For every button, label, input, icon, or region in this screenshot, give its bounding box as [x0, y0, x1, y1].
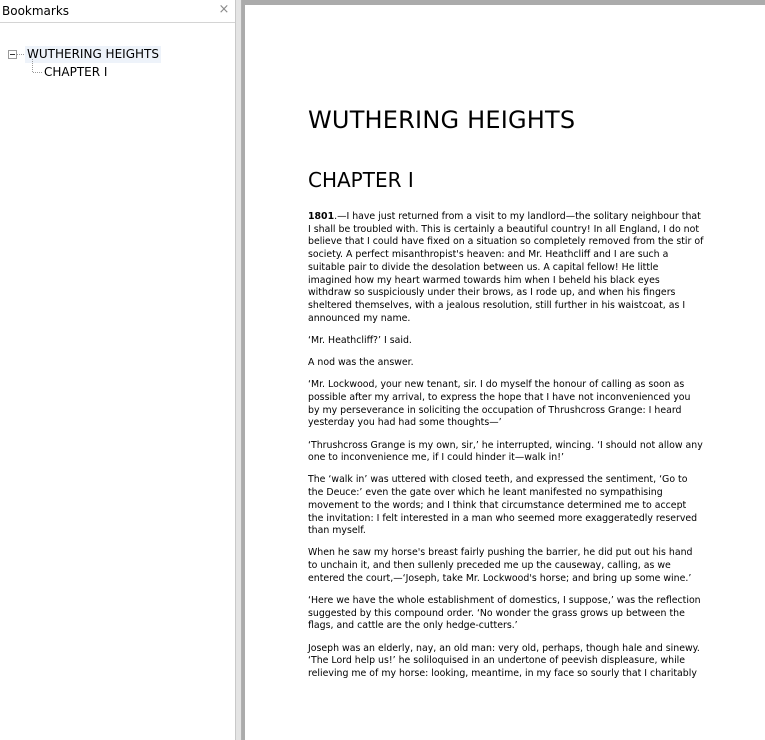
bookmark-label: CHAPTER I	[44, 65, 108, 79]
bookmarks-panel-title: Bookmarks	[2, 4, 70, 18]
paragraph	[308, 440, 704, 465]
collapse-minus-icon[interactable]	[8, 50, 17, 59]
paragraph	[308, 643, 704, 681]
paragraph-text: ‘Thrushcross Grange is my own, sir,’ he interrupted, wincing. ‘I should not allow any one to inconvenience me, if I could hinder it—walk in!’	[308, 439, 703, 464]
bookmarks-panel-header	[0, 0, 235, 23]
paragraph	[308, 357, 704, 370]
paragraph	[308, 211, 704, 325]
paragraph	[308, 547, 704, 585]
paragraph-text: A nod was the answer.	[308, 357, 414, 369]
paragraph-text: Joseph was an elderly, nay, an old man: very old, perhaps, though hale and sinewy. ‘The Lord help us!’ he soliloquised in an undertone of peevish displeasure, while relieving me of my horse: looking, meantime, in my face so sourly that I charitably	[308, 642, 700, 680]
paragraph-text: ‘Here we have the whole establishment of domestics, I suppose,’ was the reflection suggested by this compound order. ‘No wonder the grass grows up between the flags, and cattle are the only hedge-cutters.’	[308, 595, 701, 632]
paragraph-lead: 1801	[308, 211, 335, 222]
paragraph-text: When he saw my horse's breast fairly pushing the barrier, he did put out his hand to unchain it, and then sullenly preceded me up the causeway, calling, as we entered the court,—‘Joseph, take Mr. Lockwood's horse; and bring up some wine.’	[308, 547, 693, 584]
paragraph-text: .—I have just returned from a visit to my landlord—the solitary neighbour that I shall be troubled with. This is certainly a beautiful country! In all England, I do not believe that I could have fixed on a situation so completely removed from the stir of society. A perfect misanthropist's heaven: and Mr. Heathcliff and I are such a suitable pair to divide the desolation between us. A capital fellow! He little imagined how my heart warmed towards him when I beheld his black eyes withdraw so suspiciously under their brows, as I rode up, and when his fingers sheltered themselves, with a jealous resolution, still further in his waistcoat, as I announced my name.	[308, 211, 704, 324]
bookmark-label: WUTHERING HEIGHTS	[27, 47, 159, 61]
paragraph-text: ‘Mr. Heathcliff?’ I said.	[308, 334, 412, 346]
book-title: WUTHERING HEIGHTS	[308, 106, 576, 134]
tree-connector	[33, 72, 42, 73]
bookmarks-panel	[0, 0, 236, 740]
page-content	[308, 105, 704, 690]
document-page	[245, 5, 765, 740]
paragraph	[308, 595, 704, 633]
paragraph-text: The ‘walk in’ was uttered with closed teeth, and expressed the sentiment, ‘Go to the Deuce:’ even the gate over which he leant manifested no sympathising movement to the words; and I think that circumstance determined me to accept the invitation: I felt interested in a man who seemed more exaggeratedly reserved than myself.	[308, 474, 698, 537]
chapter-title: CHAPTER I	[308, 168, 414, 192]
close-icon[interactable]: ×	[218, 2, 230, 17]
paragraph	[308, 474, 704, 538]
paragraph-text: ‘Mr. Lockwood, your new tenant, sir. I do myself the honour of calling as soon as possible after my arrival, to express the hope that I have not inconvenienced you by my perseverance in soliciting the occupation of Thrushcross Grange: I heard yesterday you had had some thoughts—’	[308, 379, 691, 429]
tree-connector	[17, 54, 24, 55]
tree-connector	[32, 59, 33, 72]
document-view[interactable]	[242, 0, 765, 740]
paragraph	[308, 335, 704, 348]
paragraph	[308, 379, 704, 430]
